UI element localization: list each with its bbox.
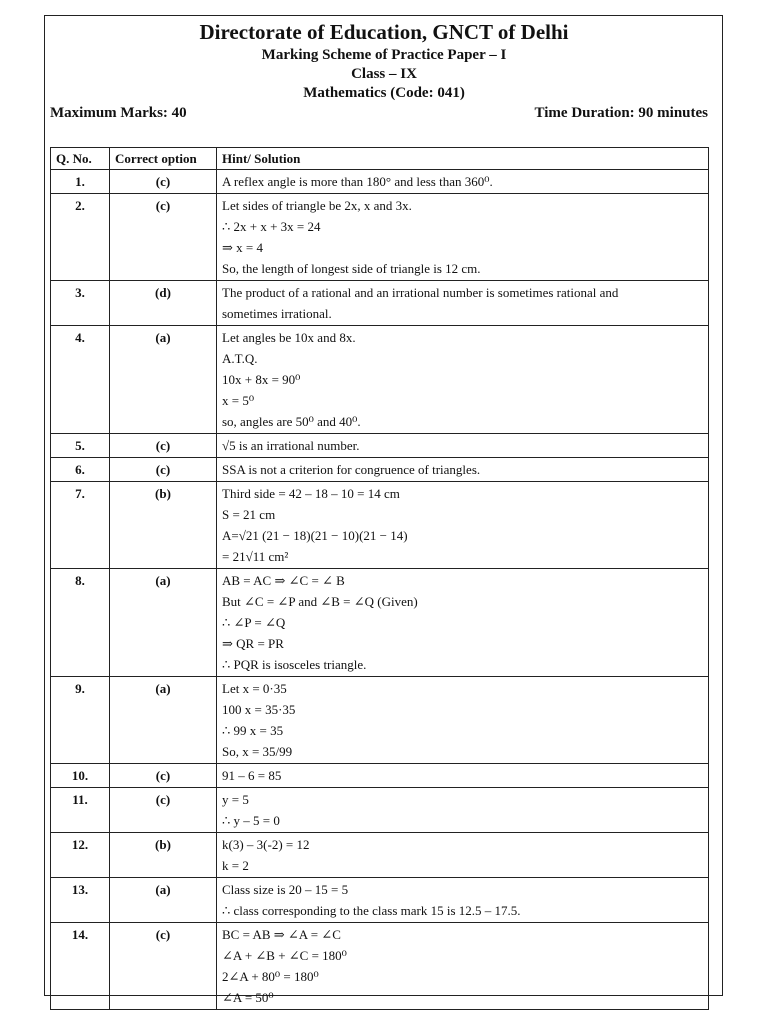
correct-option: (a) (110, 677, 217, 764)
question-number: 14. (51, 923, 110, 1010)
solution-line: BC = AB ⇒ ∠A = ∠C (222, 927, 341, 942)
solution-line: Let x = 0·35 (222, 681, 287, 696)
solution-line: Let angles be 10x and 8x. (222, 330, 356, 345)
document-title: Directorate of Education, GNCT of Delhi (199, 20, 569, 44)
solution-line: 2∠A + 80⁰ = 180⁰ (222, 969, 319, 984)
correct-option: (c) (110, 458, 217, 482)
table-row (51, 833, 709, 878)
solution-line: Class size is 20 – 15 = 5 (222, 882, 349, 897)
solution-line: A=√21 (21 − 18)(21 − 10)(21 − 14) (222, 528, 408, 543)
table-row (51, 281, 709, 326)
table-header-row (51, 148, 709, 170)
correct-option: (b) (110, 833, 217, 878)
solution-line: 91 – 6 = 85 (222, 768, 282, 783)
table-row (51, 326, 709, 434)
question-number: 2. (51, 194, 110, 281)
correct-option: (c) (110, 170, 217, 194)
table-row (51, 569, 709, 677)
hint-solution (217, 923, 709, 1010)
correct-option: (a) (110, 569, 217, 677)
hint-solution (217, 434, 709, 458)
solution-line: ∴ 2x + x + 3x = 24 (222, 219, 321, 234)
solution-line: A.T.Q. (222, 351, 258, 366)
question-number: 3. (51, 281, 110, 326)
question-number: 8. (51, 569, 110, 677)
solution-line: ∠A = 50⁰ (222, 990, 274, 1005)
solution-line: ∴ PQR is isosceles triangle. (222, 657, 367, 672)
solution-line: √5 is an irrational number. (222, 438, 360, 453)
table-row (51, 458, 709, 482)
solution-line: The product of a rational and an irrational number is sometimes rational and (222, 285, 619, 300)
solution-line: ∠A + ∠B + ∠C = 180⁰ (222, 948, 347, 963)
question-number: 6. (51, 458, 110, 482)
question-number: 10. (51, 764, 110, 788)
table-row (51, 788, 709, 833)
table-row (51, 878, 709, 923)
solution-line: k(3) – 3(-2) = 12 (222, 837, 310, 852)
correct-option: (d) (110, 281, 217, 326)
table-row (51, 434, 709, 458)
table-row (51, 170, 709, 194)
time-duration: Time Duration: 90 minutes (534, 105, 708, 121)
header-option: Correct option (110, 148, 217, 170)
question-number: 12. (51, 833, 110, 878)
hint-solution (217, 326, 709, 434)
correct-option: (a) (110, 878, 217, 923)
solution-line: S = 21 cm (222, 507, 276, 522)
solution-line: ∴ 99 x = 35 (222, 723, 284, 738)
solution-line: ∴ y – 5 = 0 (222, 813, 280, 828)
hint-solution (217, 878, 709, 923)
subject-name: Mathematics (Code: 041) (303, 85, 465, 101)
question-number: 9. (51, 677, 110, 764)
solution-line: ∴ class corresponding to the class mark 15 is 12.5 – 17.5. (222, 903, 521, 918)
solution-line: So, the length of longest side of triangle is 12 cm. (222, 261, 481, 276)
solution-line: ∴ ∠P = ∠Q (222, 615, 286, 630)
solution-line: A reflex angle is more than 180° and less than 360⁰. (222, 174, 493, 189)
solution-line: = 21√11 cm² (222, 549, 289, 564)
correct-option: (c) (110, 434, 217, 458)
question-number: 5. (51, 434, 110, 458)
paper-name: Marking Scheme of Practice Paper – I (261, 47, 507, 63)
solution-line: 10x + 8x = 90⁰ (222, 372, 301, 387)
solution-line: Third side = 42 – 18 – 10 = 14 cm (222, 486, 400, 501)
solution-line: 100 x = 35·35 (222, 702, 296, 717)
table-row (51, 923, 709, 1010)
question-number: 11. (51, 788, 110, 833)
class-name: Class – IX (351, 66, 417, 82)
solution-line: k = 2 (222, 858, 249, 873)
correct-option: (c) (110, 788, 217, 833)
question-number: 1. (51, 170, 110, 194)
solution-line: sometimes irrational. (222, 306, 332, 321)
max-marks: Maximum Marks: 40 (50, 105, 187, 121)
solution-line: ⇒ QR = PR (222, 636, 284, 651)
hint-solution (217, 677, 709, 764)
solution-line: But ∠C = ∠P and ∠B = ∠Q (Given) (222, 594, 418, 609)
hint-solution (217, 482, 709, 569)
question-number: 7. (51, 482, 110, 569)
correct-option: (c) (110, 194, 217, 281)
hint-solution (217, 170, 709, 194)
header-qno: Q. No. (51, 148, 110, 170)
correct-option: (c) (110, 923, 217, 1010)
hint-solution (217, 281, 709, 326)
solution-line: So, x = 35/99 (222, 744, 293, 759)
solution-line: ⇒ x = 4 (222, 240, 263, 255)
solution-line: so, angles are 50⁰ and 40⁰. (222, 414, 361, 429)
document-header (0, 18, 768, 103)
question-number: 13. (51, 878, 110, 923)
hint-solution (217, 764, 709, 788)
question-number: 4. (51, 326, 110, 434)
header-hint: Hint/ Solution (217, 148, 709, 170)
correct-option: (b) (110, 482, 217, 569)
table-row (51, 194, 709, 281)
table-row (51, 764, 709, 788)
table-row (51, 677, 709, 764)
solution-line: SSA is not a criterion for congruence of triangles. (222, 462, 481, 477)
solution-line: AB = AC ⇒ ∠C = ∠ B (222, 573, 345, 588)
correct-option: (c) (110, 764, 217, 788)
solution-line: Let sides of triangle be 2x, x and 3x. (222, 198, 412, 213)
hint-solution (217, 833, 709, 878)
hint-solution (217, 194, 709, 281)
solution-line: x = 5⁰ (222, 393, 255, 408)
hint-solution (217, 458, 709, 482)
correct-option: (a) (110, 326, 217, 434)
solution-line: y = 5 (222, 792, 249, 807)
hint-solution (217, 788, 709, 833)
hint-solution (217, 569, 709, 677)
table-row (51, 482, 709, 569)
marking-scheme-table (50, 147, 709, 1010)
